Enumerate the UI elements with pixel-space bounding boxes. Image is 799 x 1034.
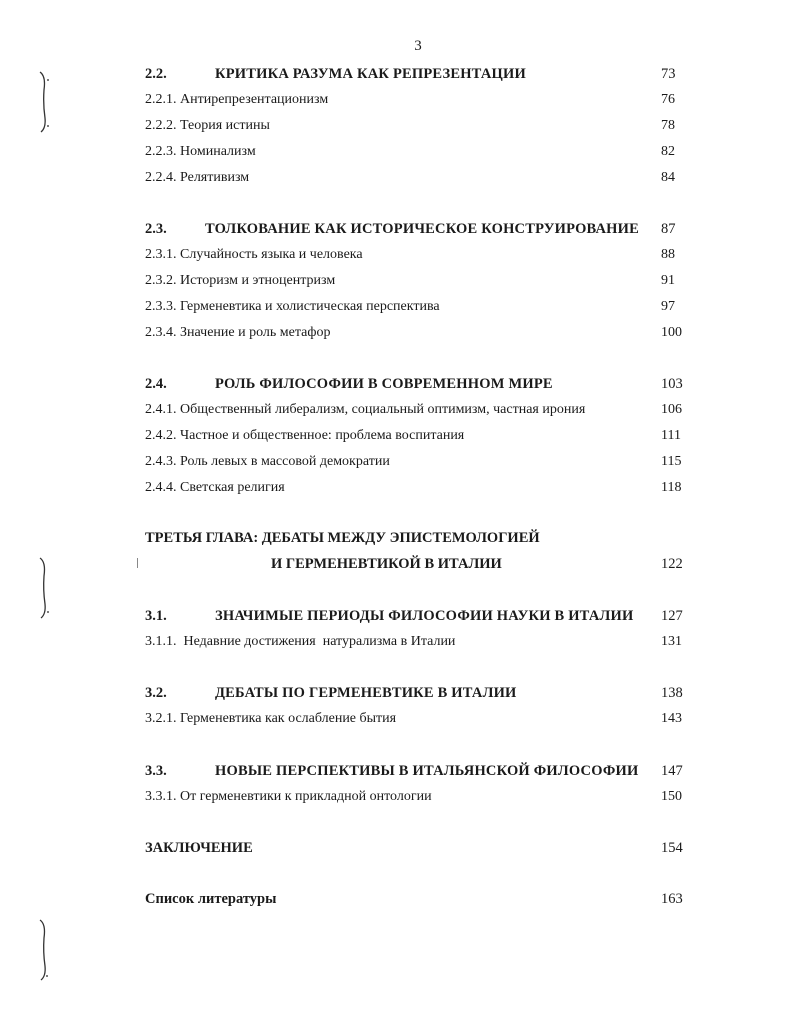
section-page: 127 [661,608,683,624]
toc-item-page: 150 [661,789,682,804]
toc-item [145,452,685,472]
toc-item-page: 115 [661,454,682,469]
section-title: КРИТИКА РАЗУМА КАК РЕПРЕЗЕНТАЦИИ [215,66,526,82]
section-number: 2.3. [145,221,167,237]
binding-mark-middle [36,556,50,620]
conclusion-page: 154 [661,840,683,856]
binding-mark-top [36,70,50,134]
conclusion-label: ЗАКЛЮЧЕНИЕ [145,840,253,856]
toc-item-label: 2.4.1. Общественный либерализм, социальный оптимизм, частная ирония [145,402,586,417]
section-title: НОВЫЕ ПЕРСПЕКТИВЫ В ИТАЛЬЯНСКОЙ ФИЛОСОФИИ [215,763,639,779]
chapter-title-line2-row [145,554,685,574]
toc-item [145,271,685,291]
toc-item [145,632,685,652]
toc-item [145,142,685,162]
toc-item-page: 111 [661,428,681,443]
toc-section-2-4 [145,374,685,394]
toc-item-label: 3.1.1. Недавние достижения натурализма в Италии [145,634,456,649]
toc-item [145,245,685,265]
toc-item-label: 3.3.1. От герменевтики к прикладной онтологии [145,789,432,804]
toc-item [145,787,685,807]
toc-item [145,323,685,343]
toc-item-label: 2.3.2. Историзм и этноцентризм [145,273,336,288]
toc-item-label: 2.3.3. Герменевтика и холистическая перспектива [145,299,440,314]
section-title: ЗНАЧИМЫЕ ПЕРИОДЫ ФИЛОСОФИИ НАУКИ В ИТАЛИИ [215,608,634,624]
toc-section-3-3 [145,761,685,781]
chapter-title-line1: ТРЕТЬЯ ГЛАВА: ДЕБАТЫ МЕЖДУ ЭПИСТЕМОЛОГИЕЙ [145,530,540,546]
toc-item-page: 131 [661,634,682,649]
section-number: 3.2. [145,685,167,701]
toc-item-page: 78 [661,118,675,133]
toc-item-label: 2.4.2. Частное и общественное: проблема воспитания [145,428,465,443]
margin-tick [137,558,138,568]
toc-section-3-2 [145,683,685,703]
toc-item [145,478,685,498]
toc-item-label: 2.4.4. Светская религия [145,480,285,495]
toc-item-page: 118 [661,480,682,495]
toc-item-label: 2.2.3. Номинализм [145,144,256,159]
section-title: РОЛЬ ФИЛОСОФИИ В СОВРЕМЕННОМ МИРЕ [215,376,553,392]
chapter-page: 122 [661,556,683,572]
section-number: 3.3. [145,763,167,779]
section-title: ДЕБАТЫ ПО ГЕРМЕНЕВТИКЕ В ИТАЛИИ [215,685,517,701]
toc-section-2-3 [145,219,685,239]
toc-item [145,400,685,420]
bibliography-label: Список литературы [145,891,277,907]
toc-item-label: 2.3.1. Случайность языка и человека [145,247,363,262]
toc-item-label: 2.3.4. Значение и роль метафор [145,325,331,340]
toc-item-page: 97 [661,299,675,314]
section-page: 73 [661,66,676,82]
toc-item [145,116,685,136]
section-number: 3.1. [145,608,167,624]
toc-item [145,297,685,317]
section-page: 87 [661,221,676,237]
section-number: 2.2. [145,66,167,82]
toc-item-label: 3.2.1. Герменевтика как ослабление бытия [145,711,397,726]
toc-item-page: 82 [661,144,675,159]
toc-item [145,426,685,446]
toc-item-page: 76 [661,92,675,107]
toc-item-page: 84 [661,170,675,185]
toc-item-page: 91 [661,273,675,288]
toc-item-label: 2.2.1. Антирепрезентационизм [145,92,329,107]
bibliography-page: 163 [661,891,683,907]
toc-conclusion [145,838,685,858]
toc-item [145,90,685,110]
toc-item-page: 88 [661,247,675,262]
toc-item-page: 106 [661,402,682,417]
toc-bibliography [145,889,685,909]
toc-section-2-2 [145,64,685,84]
toc-item [145,168,685,188]
toc-item-page: 143 [661,711,682,726]
toc-item-page: 100 [661,325,682,340]
section-page: 147 [661,763,683,779]
binding-mark-bottom [36,918,50,982]
section-page: 138 [661,685,683,701]
chapter-title-line2: И ГЕРМЕНЕВТИКОЙ В ИТАЛИИ [271,556,502,572]
section-page: 103 [661,376,683,392]
toc-item [145,709,685,729]
toc-item-label: 2.2.2. Теория истины [145,118,270,133]
page-number: 3 [414,38,422,54]
toc-item-label: 2.2.4. Релятивизм [145,170,250,185]
section-number: 2.4. [145,376,167,392]
section-title: ТОЛКОВАНИЕ КАК ИСТОРИЧЕСКОЕ КОНСТРУИРОВАНИЕ [205,221,640,237]
toc-section-3-1 [145,606,685,626]
toc-item-label: 2.4.3. Роль левых в массовой демократии [145,454,390,469]
